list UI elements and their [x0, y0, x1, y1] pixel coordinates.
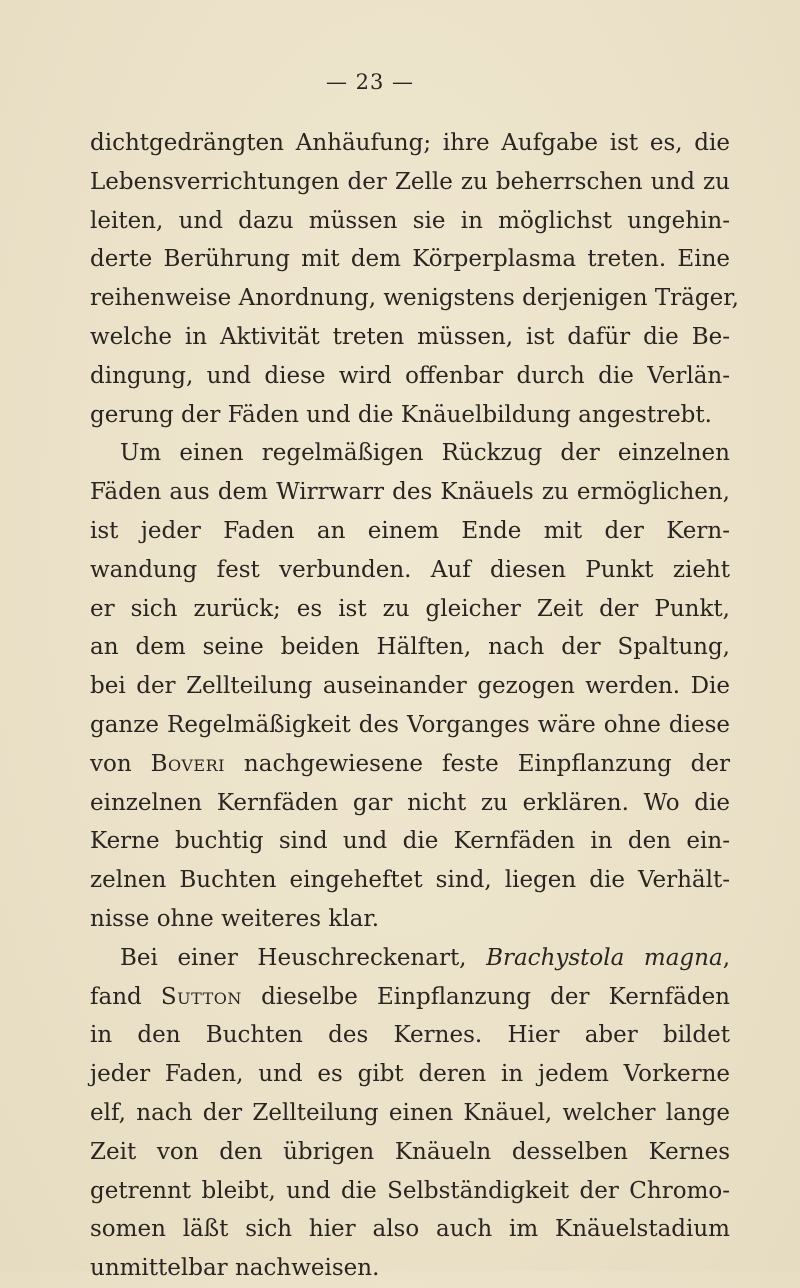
- text-line: Lebensverrichtungen der Zelle zu beherrschen und zu: [90, 168, 730, 195]
- body-text: [90, 124, 739, 1288]
- species-name: Brachystola magna: [486, 944, 723, 971]
- paragraph-start-line: [90, 939, 730, 978]
- text-line: wandung fest verbunden. Auf diesen Punkt zieht: [90, 556, 730, 583]
- paragraph-start-line: Um einen regelmäßigen Rückzug der einzelnen: [120, 440, 730, 467]
- text-line: er sich zurück; es ist zu gleicher Zeit der Punkt,: [90, 595, 730, 622]
- text-line: Kerne buchtig sind und die Kernfäden in den ein-: [90, 828, 730, 855]
- text-line: elf, nach der Zellteilung einen Knäuel, welcher lange: [90, 1099, 730, 1126]
- text-line: nisse ohne weiteres klar.: [90, 905, 380, 932]
- text-line: welche in Aktivität treten müssen, ist dafür die Be-: [90, 323, 730, 350]
- text-line: Fäden aus dem Wirrwarr des Knäuels zu ermöglichen,: [90, 479, 730, 506]
- text-line: Zeit von den übrigen Knäueln desselben Kernes: [90, 1138, 730, 1165]
- text-line: dichtgedrängten Anhäufung; ihre Aufgabe ist es, die: [90, 130, 730, 156]
- text-line: zelnen Buchten eingeheftet sind, liegen die Verhält-: [90, 867, 730, 894]
- text-line: einzelnen Kernfäden gar nicht zu erklären. Wo die: [90, 789, 730, 816]
- text-line: jeder Faden, und es gibt deren in jedem Vorkerne: [90, 1061, 730, 1088]
- text-line: [90, 745, 730, 784]
- page-number: — 23 —: [325, 70, 415, 94]
- author-name-sutton: Sutton: [160, 983, 242, 1010]
- text-segment: dieselbe Einpflanzung der Kernfäden: [241, 983, 730, 1010]
- text-line: getrennt bleibt, und die Selbständigkeit der Chromo-: [90, 1177, 730, 1204]
- text-line: ganze Regelmäßigkeit des Vorganges wäre ohne diese: [90, 711, 730, 738]
- text-line: unmittelbar nachweisen.: [90, 1255, 380, 1282]
- author-name-boveri: Boveri: [150, 750, 225, 777]
- text-line: somen läßt sich hier also auch im Knäuelstadium: [90, 1216, 730, 1243]
- text-line: bei der Zellteilung auseinander gezogen werden. Die: [90, 673, 730, 700]
- text-line: derte Berührung mit dem Körperplasma treten. Eine: [90, 246, 730, 273]
- text-segment: fand: [90, 983, 161, 1010]
- text-segment: nachgewiesene feste Einpflanzung der: [224, 750, 730, 777]
- text-line: dingung, und diese wird offenbar durch die Verlän-: [90, 362, 730, 389]
- text-line: leiten, und dazu müssen sie in möglichst ungehin-: [90, 207, 730, 234]
- text-segment: von: [90, 750, 151, 777]
- text-line: gerung der Fäden und die Knäuelbildung angestrebt.: [90, 401, 712, 428]
- text-line: an dem seine beiden Hälften, nach der Spaltung,: [90, 634, 730, 661]
- text-line: ist jeder Faden an einem Ende mit der Kern-: [90, 517, 730, 544]
- text-line: [90, 978, 730, 1017]
- text-line: in den Buchten des Kernes. Hier aber bildet: [90, 1022, 730, 1049]
- text-segment: ,: [722, 944, 730, 971]
- text-line: reihenweise Anordnung, wenigstens derjenigen Träger,: [90, 285, 739, 312]
- text-segment: Bei einer Heuschreckenart,: [120, 944, 487, 971]
